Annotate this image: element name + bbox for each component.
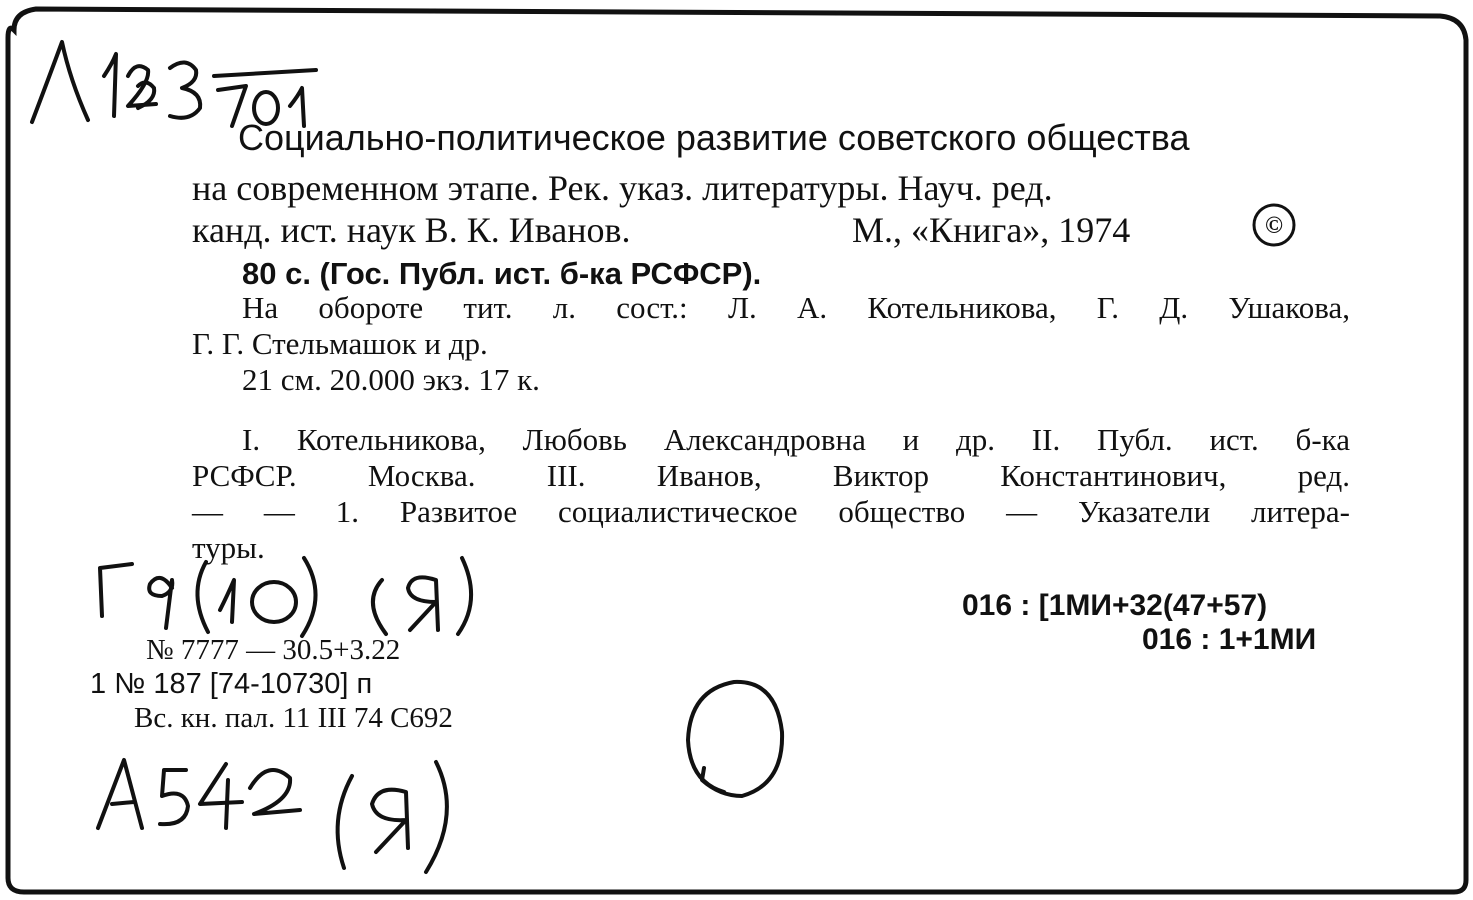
handwritten-accession-number — [20, 30, 320, 130]
order-number: 1 № 187 [74-10730] п — [90, 668, 373, 700]
handwritten-code — [90, 748, 470, 878]
handwritten-shelfmark — [90, 550, 490, 640]
title-line-1: Социально-политическое развитие советского общества — [238, 117, 1190, 158]
svg-text:©: © — [1265, 213, 1283, 239]
title-line-3-right: М., «Книга», 1974 — [852, 210, 1131, 250]
tracings-line-2: РСФСР. Москва. III. Иванов, Виктор Константинович, ред. — [192, 458, 1350, 493]
title-line-4: 80 с. (Гос. Публ. ист. б-ка РСФСР). — [242, 256, 762, 291]
chamber-note: Вс. кн. пал. 11 III 74 С692 — [134, 702, 453, 734]
compilers-line-1: На обороте тит. л. сост.: Л. А. Котельникова, Г. Д. Ушакова, — [242, 290, 1350, 325]
tracings-line-3: — — 1. Развитое социалистическое общество — Указатели литера- — [192, 494, 1350, 529]
title-line-3-left: канд. ист. наук В. К. Иванов. — [192, 210, 631, 250]
classification-line-2: 016 : 1+1МИ — [1142, 623, 1317, 656]
tracings-line-4: туры. — [192, 530, 265, 565]
physical-description: 21 см. 20.000 экз. 17 к. — [242, 362, 540, 397]
classification-line-1: 016 : [1МИ+32(47+57) — [962, 589, 1268, 622]
hand-drawn-loop-mark — [680, 672, 800, 812]
copyright-icon — [1251, 202, 1297, 248]
title-line-2: на современном этапе. Рек. указ. литературы. Науч. ред. — [192, 168, 1053, 208]
card-number: № 7777 — 30.5+3.22 — [146, 634, 401, 666]
compilers-line-2: Г. Г. Стельмашок и др. — [192, 326, 488, 361]
tracings-line-1: I. Котельникова, Любовь Александровна и др. II. Публ. ист. б-ка — [242, 422, 1350, 457]
